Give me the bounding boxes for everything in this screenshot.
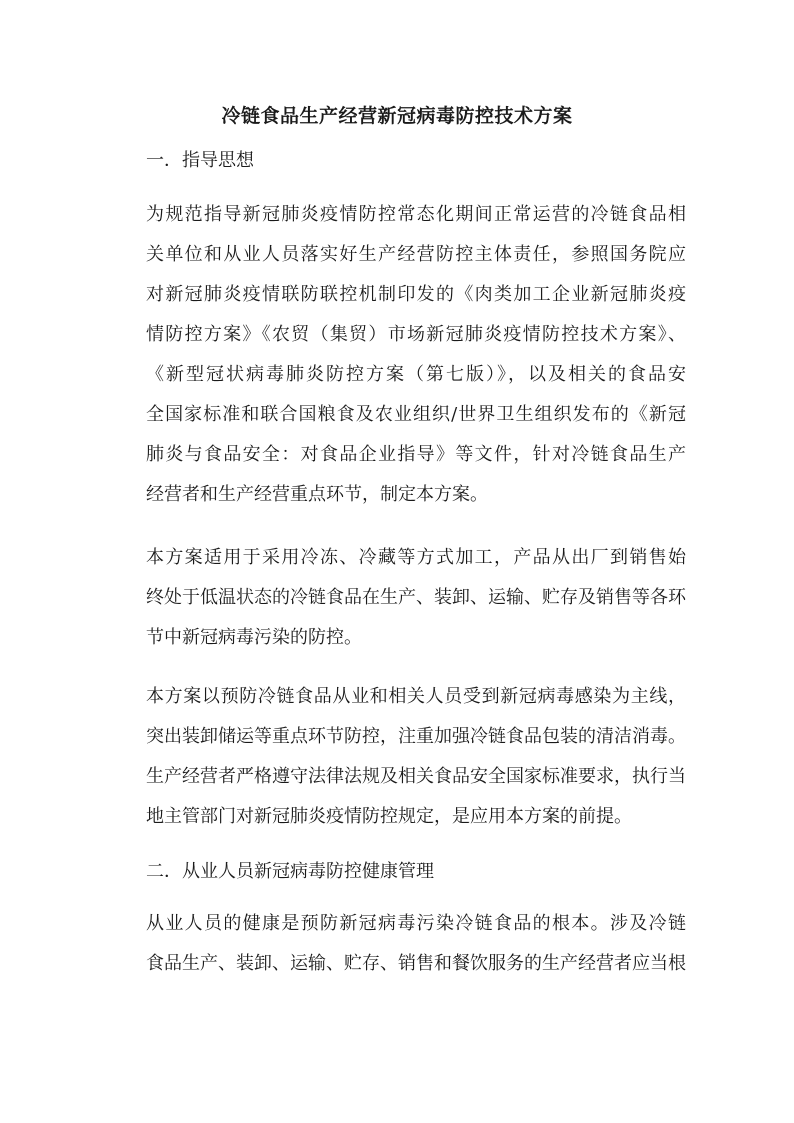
paragraph-scope — [146, 538, 686, 658]
paragraph-line: 《新型冠状病毒肺炎防控方案（第七版）》，以及相关的食品安 — [146, 364, 686, 385]
paragraph-line: 地主管部门对新冠肺炎疫情防控规定，是应用本方案的前提。 — [146, 806, 632, 827]
paragraph-health — [146, 904, 686, 984]
paragraph-line: 经营者和生产经营重点环节，制定本方案。 — [146, 484, 488, 505]
paragraph-line: 食品生产、装卸、运输、贮存、销售和餐饮服务的生产经营者应当根 — [146, 953, 686, 974]
paragraph-line: 关单位和从业人员落实好生产经营防控主体责任，参照国务院应 — [146, 244, 686, 265]
paragraph-line: 本方案以预防冷链食品从业和相关人员受到新冠病毒感染为主线， — [146, 686, 686, 707]
paragraph-background — [146, 195, 686, 515]
paragraph-line: 全国家标准和联合国粮食及农业组织/世界卫生组织发布的《新冠 — [146, 404, 686, 425]
paragraph-line: 本方案适用于采用冷冻、冷藏等方式加工，产品从出厂到销售始 — [146, 547, 686, 568]
section-heading-health-management: 二．从业人员新冠病毒防控健康管理 — [146, 861, 434, 882]
paragraph-principles — [146, 677, 686, 837]
paragraph-line: 突出装卸储运等重点环节防控，注重加强冷链食品包装的清洁消毒。 — [146, 726, 686, 747]
paragraph-line: 生产经营者严格遵守法律法规及相关食品安全国家标准要求，执行当 — [146, 766, 686, 787]
paragraph-line: 对新冠肺炎疫情联防联控机制印发的《肉类加工企业新冠肺炎疫 — [146, 284, 686, 305]
paragraph-line: 节中新冠病毒污染的防控。 — [146, 627, 362, 648]
paragraph-line: 情防控方案》《农贸（集贸）市场新冠肺炎疫情防控技术方案》、 — [146, 324, 686, 345]
paragraph-line: 从业人员的健康是预防新冠病毒污染冷链食品的根本。涉及冷链 — [146, 913, 686, 934]
paragraph-line: 肺炎与食品安全：对食品企业指导》等文件，针对冷链食品生产 — [146, 444, 686, 465]
paragraph-line: 终处于低温状态的冷链食品在生产、装卸、运输、贮存及销售等各环 — [146, 587, 686, 608]
document-title: 冷链食品生产经营新冠病毒防控技术方案 — [221, 105, 573, 127]
paragraph-line: 为规范指导新冠肺炎疫情防控常态化期间正常运营的冷链食品相 — [146, 204, 686, 225]
section-heading-guiding-ideology: 一．指导思想 — [146, 150, 254, 171]
